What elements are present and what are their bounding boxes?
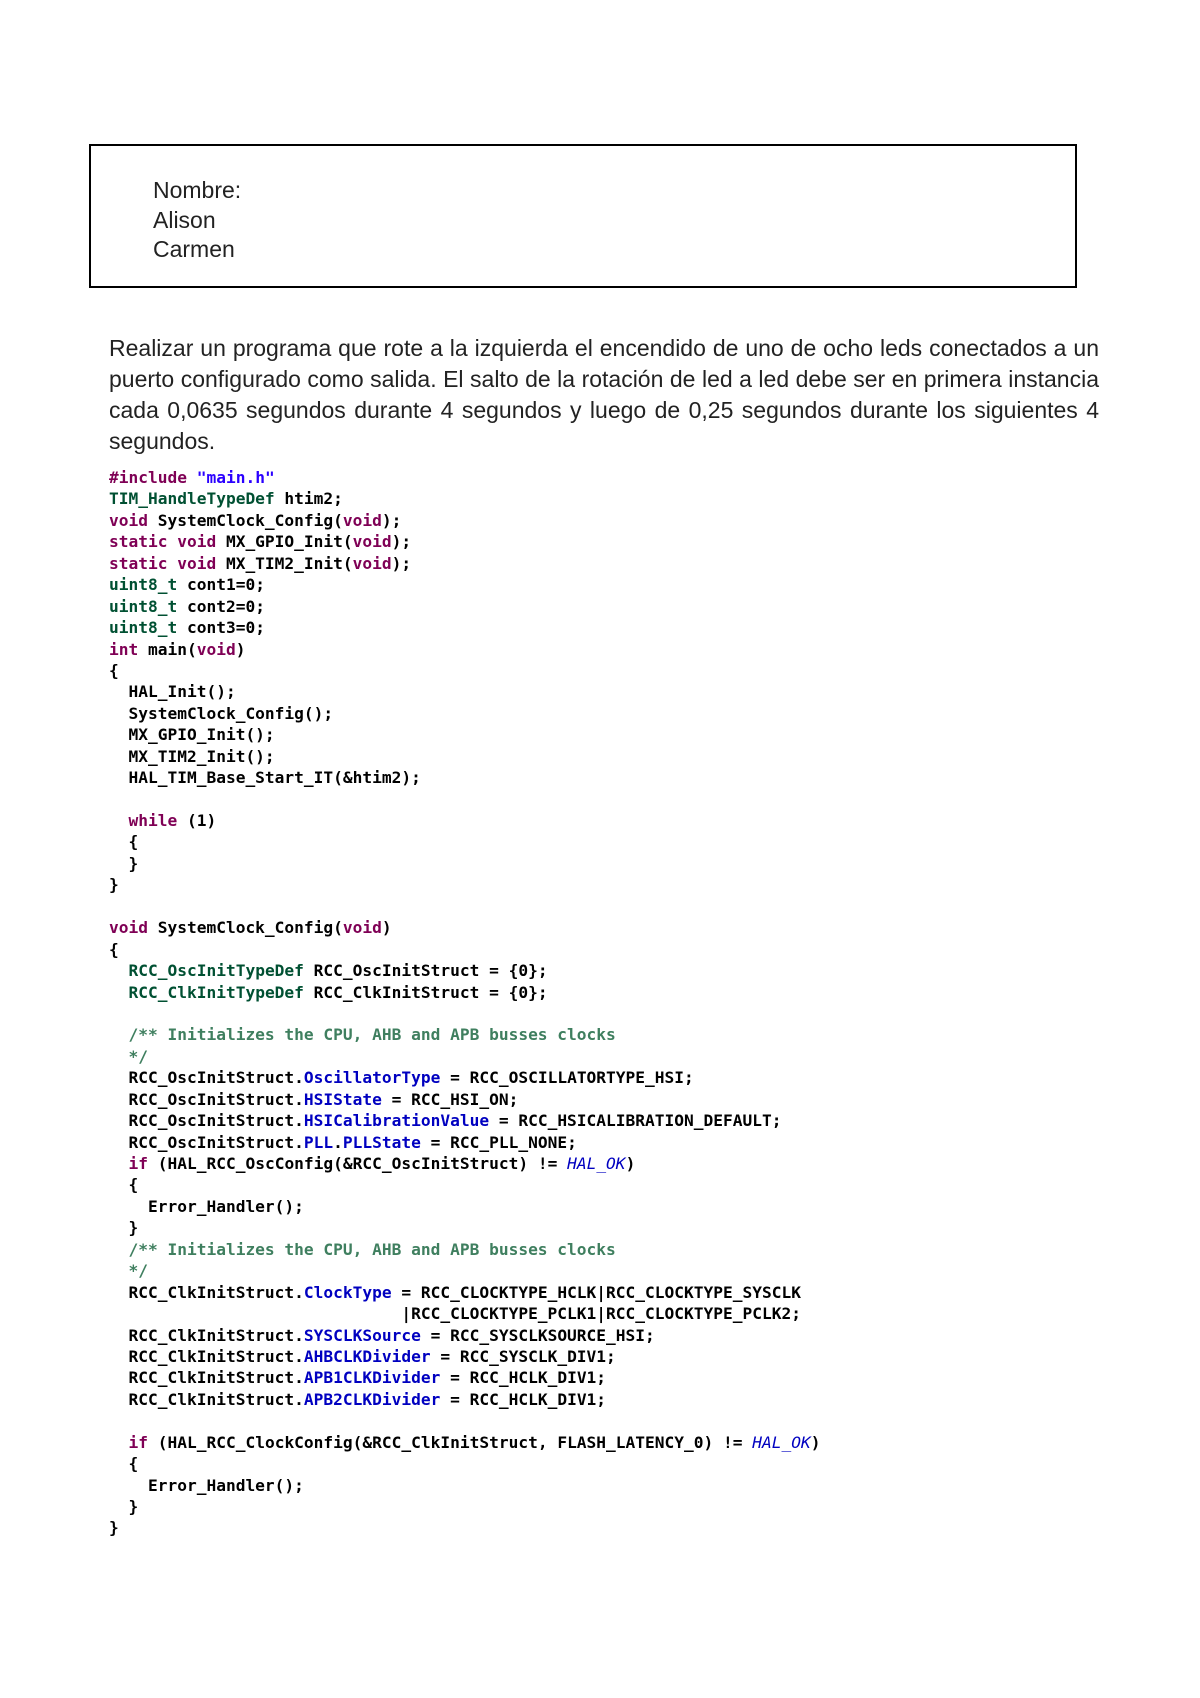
- code-token-plain: ): [810, 1432, 821, 1452]
- code-token-comment: /** Initializes the CPU, AHB and APB busses clocks: [109, 1239, 616, 1259]
- code-line: [109, 982, 820, 1003]
- code-token-plain: main(: [138, 639, 197, 659]
- code-line: [109, 1389, 820, 1410]
- code-line: [109, 574, 820, 595]
- code-token-plain: SystemClock_Config(: [147, 918, 343, 938]
- code-token-plain: = RCC_HSI_ON;: [381, 1089, 519, 1109]
- code-line: [109, 596, 820, 617]
- code-token-plain: {: [109, 660, 119, 680]
- code-token-plain: cont3=0;: [177, 618, 265, 638]
- code-token-keyword: while: [128, 811, 178, 830]
- code-token-keyword: void: [109, 510, 148, 530]
- code-token-plain: SystemClock_Config(: [147, 510, 343, 530]
- code-token-plain: SystemClock_Config();: [109, 703, 334, 723]
- code-token-keyword: #include: [109, 468, 197, 487]
- code-token-plain: (1): [177, 811, 217, 830]
- code-token-plain: MX_TIM2_Init(: [216, 553, 353, 573]
- code-line: [109, 660, 820, 681]
- code-token-plain: {: [109, 1175, 139, 1195]
- code-line: [109, 510, 820, 531]
- code-line: [109, 1367, 820, 1388]
- code-line: [109, 1217, 820, 1238]
- code-token-plain: [109, 1433, 129, 1452]
- code-token-plain: [109, 983, 129, 1002]
- code-token-keyword: void: [352, 532, 392, 552]
- code-token-field: APB2CLKDivider: [303, 1389, 441, 1409]
- code-token-plain: Error_Handler();: [109, 1475, 304, 1495]
- code-token-plain: ): [625, 1154, 636, 1173]
- code-token-plain: {: [109, 939, 119, 959]
- code-line: [109, 639, 820, 660]
- code-token-plain: HAL_TIM_Base_Start_IT(&htim2);: [109, 768, 421, 788]
- code-token-plain: RCC_OscInitStruct.: [109, 1089, 304, 1109]
- code-token-plain: }: [109, 1518, 119, 1538]
- code-token-plain: RCC_ClkInitStruct = {0};: [303, 982, 548, 1002]
- code-token-plain: MX_GPIO_Init();: [109, 725, 275, 745]
- code-token-plain: {: [109, 1454, 139, 1474]
- code-line: [109, 1067, 820, 1088]
- code-token-type: RCC_OscInitTypeDef: [128, 961, 304, 981]
- code-token-plain: = RCC_SYSCLKSOURCE_HSI;: [420, 1325, 655, 1345]
- code-line: [109, 789, 820, 810]
- first-name: Alison: [153, 206, 216, 233]
- code-token-plain: = RCC_HCLK_DIV1;: [440, 1389, 607, 1409]
- code-line: [109, 874, 820, 895]
- code-line: [109, 1346, 820, 1367]
- code-token-keyword: int: [109, 639, 139, 659]
- code-token-type: RCC_ClkInitTypeDef: [128, 982, 304, 1002]
- code-line: [109, 553, 820, 574]
- code-token-type: uint8_t: [109, 618, 178, 638]
- code-token-comment: */: [109, 1261, 148, 1281]
- code-token-plain: [109, 1154, 129, 1173]
- code-token-keyword: void: [352, 553, 392, 573]
- code-line: [109, 1260, 820, 1281]
- code-line: [109, 1046, 820, 1067]
- code-token-field: APB1CLKDivider: [303, 1368, 441, 1388]
- code-line: [109, 853, 820, 874]
- code-token-const: HAL_OK: [567, 1154, 626, 1173]
- task-description: Realizar un programa que rote a la izquierda el encendido de uno de ocho leds conectados a un puerto configurado como salida. El salto de la rotación de led a led debe ser en primera instancia cada 0,0635 segundos durante 4 segundos y luego de 0,25 segundos durante los siguientes 4 segundos.: [109, 335, 1099, 454]
- code-token-field: SYSCLKSource: [303, 1325, 421, 1345]
- code-token-keyword: if: [128, 1154, 148, 1173]
- code-line: [109, 1303, 820, 1324]
- code-line: [109, 488, 820, 509]
- code-token-plain: }: [109, 1497, 139, 1516]
- code-line: [109, 1174, 820, 1195]
- code-token-plain: ): [381, 918, 392, 938]
- code-token-plain: = RCC_HSICALIBRATION_DEFAULT;: [489, 1111, 782, 1131]
- code-token-field: HSICalibrationValue: [303, 1111, 490, 1131]
- code-token-comment: */: [109, 1046, 148, 1066]
- code-token-plain: RCC_OscInitStruct.: [109, 1111, 304, 1131]
- code-line: [109, 1024, 820, 1045]
- second-name: Carmen: [153, 236, 235, 262]
- code-token-plain: RCC_ClkInitStruct.: [109, 1389, 304, 1409]
- code-line: [109, 1475, 820, 1496]
- code-token-const: HAL_OK: [752, 1432, 811, 1452]
- code-token-type: uint8_t: [109, 575, 178, 595]
- code-token-type: uint8_t: [109, 596, 178, 616]
- code-token-comment: /** Initializes the CPU, AHB and APB busses clocks: [109, 1025, 616, 1045]
- code-line: [109, 1003, 820, 1024]
- code-token-keyword: void: [342, 510, 382, 530]
- code-token-plain: HAL_Init();: [109, 682, 236, 702]
- code-token-plain: RCC_ClkInitStruct.: [109, 1325, 304, 1345]
- code-line: [109, 1110, 820, 1131]
- code-line: [109, 703, 820, 724]
- code-line: [109, 1089, 820, 1110]
- code-token-keyword: if: [128, 1432, 148, 1452]
- student-name-lines: [153, 176, 241, 265]
- code-token-keyword: void: [342, 918, 382, 938]
- code-token-plain: = RCC_SYSCLK_DIV1;: [430, 1346, 616, 1366]
- code-line: [109, 681, 820, 702]
- code-line: [109, 939, 820, 960]
- code-token-plain: RCC_OscInitStruct.: [109, 1132, 304, 1152]
- code-token-plain: Error_Handler();: [109, 1196, 304, 1216]
- code-line: [109, 1132, 820, 1153]
- code-token-plain: ): [235, 639, 246, 659]
- code-token-field: PLLState: [342, 1132, 421, 1152]
- code-line: [109, 767, 820, 788]
- code-token-plain: RCC_OscInitStruct.: [109, 1068, 304, 1088]
- code-token-plain: htim2;: [274, 489, 343, 509]
- code-token-plain: cont1=0;: [177, 575, 265, 595]
- code-token-plain: [109, 811, 129, 830]
- code-token-keyword: static void: [109, 553, 217, 573]
- code-token-plain: RCC_ClkInitStruct.: [109, 1368, 304, 1388]
- code-line: [109, 1517, 820, 1538]
- code-line: [109, 617, 820, 638]
- code-line: [109, 746, 820, 767]
- code-token-plain: RCC_ClkInitStruct.: [109, 1346, 304, 1366]
- name-label: Nombre:: [153, 177, 242, 203]
- code-line: [109, 831, 820, 852]
- code-token-field: HSIState: [303, 1089, 382, 1109]
- code-token-plain: = RCC_HCLK_DIV1;: [440, 1368, 607, 1388]
- code-line: [109, 1239, 820, 1260]
- code-token-plain: .: [333, 1132, 343, 1152]
- code-token-plain: MX_GPIO_Init(: [216, 532, 353, 552]
- code-token-plain: MX_TIM2_Init();: [109, 746, 275, 766]
- code-token-field: ClockType: [303, 1282, 392, 1302]
- code-listing: [109, 467, 820, 1539]
- code-line: [109, 896, 820, 917]
- code-token-keyword: void: [196, 639, 236, 659]
- code-token-field: AHBCLKDivider: [303, 1346, 431, 1366]
- code-token-plain: {: [109, 832, 139, 852]
- code-line: [109, 810, 820, 831]
- code-line: [109, 467, 820, 488]
- code-token-plain: }: [109, 853, 139, 873]
- code-token-plain: );: [391, 532, 412, 552]
- code-line: [109, 1496, 820, 1517]
- code-token-plain: = RCC_PLL_NONE;: [420, 1132, 577, 1152]
- code-token-plain: = RCC_OSCILLATORTYPE_HSI;: [440, 1068, 694, 1088]
- code-token-plain: cont2=0;: [177, 596, 265, 616]
- code-line: [109, 1453, 820, 1474]
- code-line: [109, 724, 820, 745]
- code-line: [109, 531, 820, 552]
- code-token-plain: );: [381, 510, 402, 530]
- code-token-plain: );: [391, 553, 412, 573]
- code-token-plain: }: [109, 875, 119, 895]
- code-line: [109, 917, 820, 938]
- code-token-plain: }: [109, 1218, 139, 1238]
- student-name-box: [89, 144, 1077, 288]
- code-line: [109, 1282, 820, 1303]
- code-token-plain: = RCC_CLOCKTYPE_HCLK|RCC_CLOCKTYPE_SYSCLK: [391, 1282, 801, 1302]
- code-token-keyword: void: [109, 918, 148, 938]
- code-token-field: PLL: [303, 1132, 334, 1152]
- code-token-plain: |RCC_CLOCKTYPE_PCLK1|RCC_CLOCKTYPE_PCLK2;: [109, 1304, 801, 1324]
- code-token-type: TIM_HandleTypeDef: [109, 489, 275, 509]
- code-line: [109, 1410, 820, 1431]
- code-line: [109, 1325, 820, 1346]
- code-token-plain: [109, 961, 129, 980]
- code-line: [109, 1153, 820, 1174]
- code-line: [109, 960, 820, 981]
- code-token-plain: (HAL_RCC_ClockConfig(&RCC_ClkInitStruct, FLASH_LATENCY_0) !=: [148, 1432, 753, 1452]
- code-token-field: OscillatorType: [303, 1068, 441, 1088]
- code-token-keyword: static void: [109, 532, 217, 552]
- code-token-string: "main.h": [196, 468, 275, 487]
- code-token-plain: RCC_ClkInitStruct.: [109, 1282, 304, 1302]
- code-token-plain: (HAL_RCC_OscConfig(&RCC_OscInitStruct) !=: [148, 1154, 568, 1173]
- code-token-plain: RCC_OscInitStruct = {0};: [303, 961, 548, 981]
- code-line: [109, 1196, 820, 1217]
- code-line: [109, 1432, 820, 1453]
